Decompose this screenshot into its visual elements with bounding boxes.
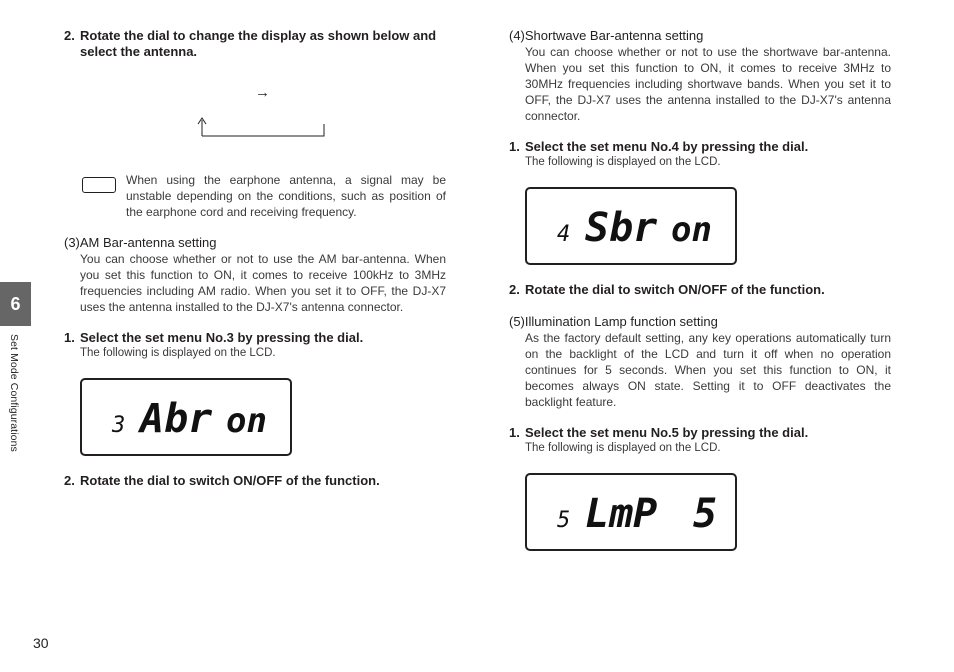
lcd-menu-number: 3 — [112, 413, 126, 438]
shortwave-section — [509, 28, 891, 124]
step-number: 1. — [509, 425, 520, 440]
shortwave-step-1 — [509, 139, 891, 155]
antenna-step-2 — [64, 28, 446, 60]
lcd-menu-value: on — [671, 210, 712, 250]
am-body: You can choose whether or not to use the AM bar-antenna. When you set this function to ON, it comes to receive 100kHz to 3MHz frequencies including AM radio. When you set it to OFF, the DJ-X7 uses the antenna installed to the DJ-X7's antenna connector. — [80, 252, 446, 314]
note-block — [64, 172, 446, 220]
return-arrow-icon — [64, 60, 446, 140]
shortwave-lcd-display — [525, 187, 737, 265]
lamp-section — [509, 314, 891, 410]
lamp-heading: (5)Illumination Lamp function setting — [509, 314, 718, 329]
lamp-body: As the factory default setting, any key operations automatically turn on the backlight of the LCD and turn it off when no operation continues for 5 seconds. When you set this function to ON, it becomes always ON state. Setting it to OFF deactivates the backlight feature. — [525, 331, 891, 409]
chapter-title: Set Mode Configurations — [8, 334, 20, 452]
chapter-number: 6 — [10, 293, 21, 314]
lamp-lcd-display — [525, 473, 737, 551]
step-text: Rotate the dial to switch ON/OFF of the function. — [525, 282, 825, 297]
lcd-menu-value: on — [226, 401, 267, 441]
step-text: Select the set menu No.3 by pressing the dial. — [80, 330, 364, 345]
note-icon — [82, 177, 116, 193]
step-text: Select the set menu No.5 by pressing the dial. — [525, 425, 809, 440]
lcd-menu-text: Abr — [140, 396, 213, 442]
step-text: Select the set menu No.4 by pressing the dial. — [525, 139, 809, 154]
am-section — [64, 235, 446, 315]
step-text: Rotate the dial to switch ON/OFF of the function. — [80, 473, 380, 488]
lcd-segments — [82, 380, 290, 454]
am-step-1 — [64, 330, 446, 346]
lcd-segments — [527, 475, 735, 549]
lcd-segments — [527, 189, 735, 263]
lcd-menu-text: LmP — [585, 491, 658, 537]
shortwave-step-2 — [509, 282, 891, 298]
lcd-menu-number: 5 — [557, 508, 571, 533]
am-step-2 — [64, 473, 446, 489]
step-number: 1. — [64, 330, 75, 345]
step-number: 2. — [64, 473, 75, 488]
antenna-cycle-diagram — [64, 60, 446, 140]
chapter-tab — [0, 282, 31, 326]
lcd-menu-value: 5 — [693, 491, 718, 537]
left-column — [64, 28, 446, 489]
am-step-1-sub: The following is displayed on the LCD. — [80, 347, 276, 359]
step-number: 1. — [509, 139, 520, 154]
shortwave-body: You can choose whether or not to use the shortwave bar-antenna. When you set this function to ON, it comes to receive 3MHz to 30MHz frequencies including shortwave bands. When you set it to OFF, the DJ-X7 uses the antenna installed to the DJ-X7's antenna connector. — [525, 45, 891, 123]
am-lcd-display — [80, 378, 292, 456]
lcd-menu-number: 4 — [557, 222, 571, 247]
right-arrow: → — [255, 84, 270, 101]
lamp-step-1 — [509, 425, 891, 441]
step-number: 2. — [509, 282, 520, 297]
step-text: Rotate the dial to change the display as shown below and select the antenna. — [80, 28, 437, 59]
lamp-step-1-sub: The following is displayed on the LCD. — [525, 442, 721, 454]
note-text: When using the earphone antenna, a signal may be unstable depending on the conditions, such as position of the earphone cord and receiving frequency. — [126, 173, 446, 219]
page-number: 30 — [33, 635, 49, 651]
lcd-menu-text: Sbr — [585, 205, 658, 251]
step-number: 2. — [64, 28, 75, 43]
shortwave-heading: (4)Shortwave Bar-antenna setting — [509, 28, 704, 43]
shortwave-step-1-sub: The following is displayed on the LCD. — [525, 156, 721, 168]
am-heading: (3)AM Bar-antenna setting — [64, 235, 217, 250]
right-column — [509, 28, 891, 551]
